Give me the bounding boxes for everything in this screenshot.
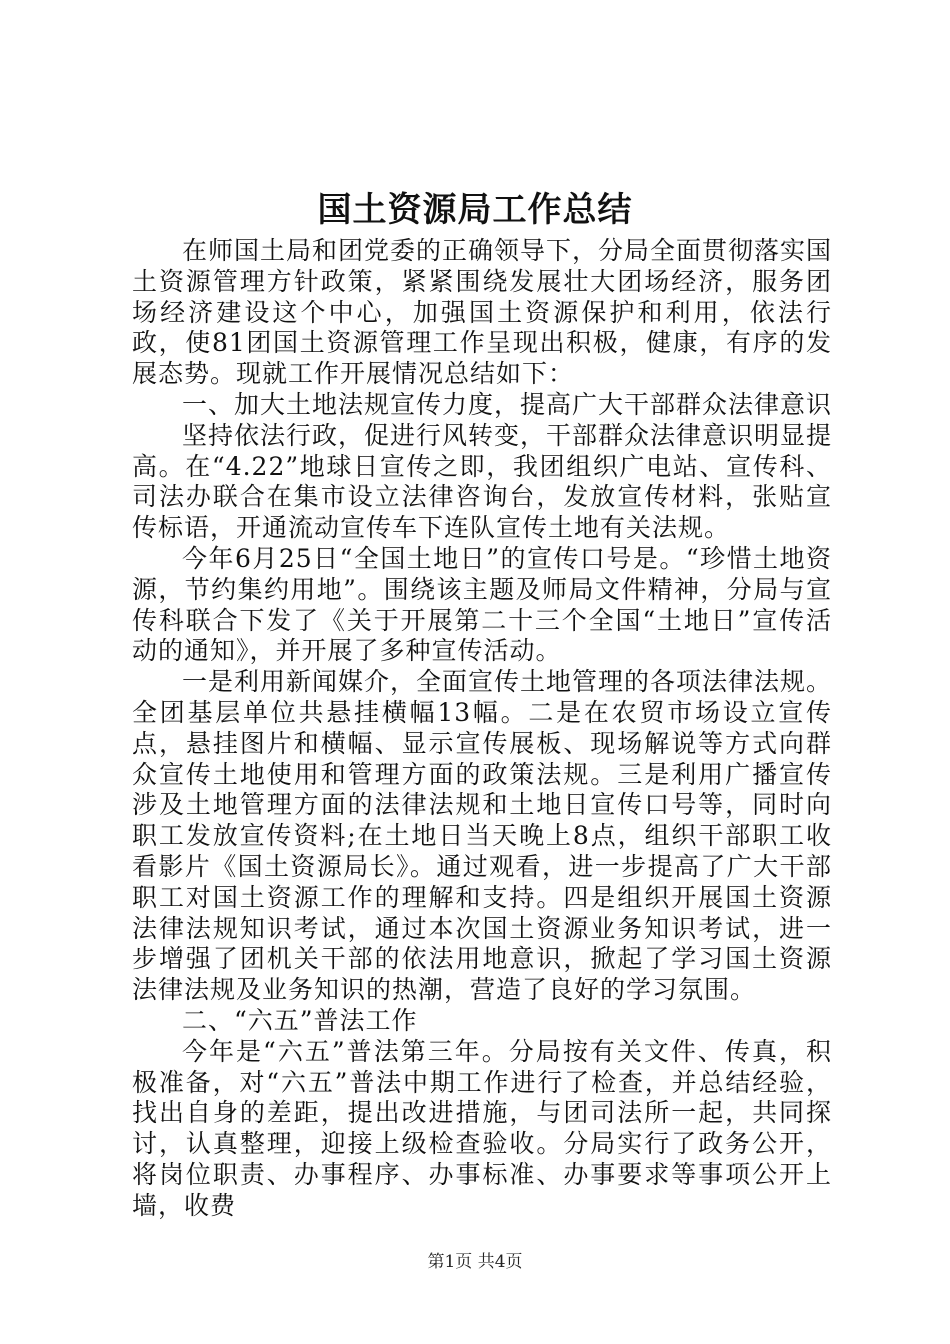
document-title: 国土资源局工作总结 [317, 190, 633, 230]
section-heading-2: 二、“六五”普法工作 [182, 1005, 418, 1035]
paragraph-intro: 在师国土局和团党委的正确领导下，分局全面贯彻落实国土资源管理方针政策，紧紧围绕发展壮大团场经济，服务团场经济建设这个中心，加强国土资源保护和利用，依法行政，使81团国土资源管理工作呈现出积极，健康，有序的发展态势。现就工作开展情况总结如下： [132, 236, 833, 389]
section-heading-1: 一、加大土地法规宣传力度，提高广大干部群众法律意识 [182, 389, 833, 419]
paragraph-legal-education: 今年是“六五”普法第三年。分局按有关文件、传真，积极准备，对“六五”普法中期工作进行了检查，并总结经验，找出自身的差距，提出改进措施，与团司法所一起，共同探讨，认真整理，迎接上级检查验收。分局实行了政务公开，将岗位职责、办事程序、办事标准、办事要求等事项公开上墙，收费 [132, 1036, 832, 1220]
paragraph-activities: 一是利用新闻媒介，全面宣传土地管理的各项法律法规。全团基层单位共悬挂横幅13幅。二是在农贸市场设立宣传点，悬挂图片和横幅、显示宣传展板、现场解说等方式向群众宣传土地使用和管理方面的政策法规。三是利用广播宣传涉及土地管理方面的法律法规和土地日宣传口号等，同时向职工发放宣传资料;在土地日当天晚上8点，组织干部职工收看影片《国土资源局长》。通过观看，进一步提高了广大干部职工对国土资源工作的理解和支持。四是组织开展国土资源法律法规知识考试，通过本次国土资源业务知识考试，进一步增强了团机关干部的依法用地意识，掀起了学习国土资源法律法规及业务知识的热潮，营造了良好的学习氛围。 [132, 667, 833, 1005]
paragraph-law-enforcement: 坚持依法行政，促进行风转变，干部群众法律意识明显提高。在“4.22”地球日宣传之即，我团组织广电站、宣传科、司法办联合在集市设立法律咨询台，发放宣传材料，张贴宣传标语，开通流动宣传车下连队宣传土地有关法规。 [132, 420, 833, 543]
page-footer: 第1页 共4页 [427, 1252, 523, 1272]
document-body [132, 236, 832, 1222]
paragraph-land-day: 今年6月25日“全国土地日”的宣传口号是。“珍惜土地资源，节约集约用地”。围绕该主题及师局文件精神，分局与宣传科联合下发了《关于开展第二十三个全国“土地日”宣传活动的通知》，并开展了多种宣传活动。 [132, 543, 832, 666]
